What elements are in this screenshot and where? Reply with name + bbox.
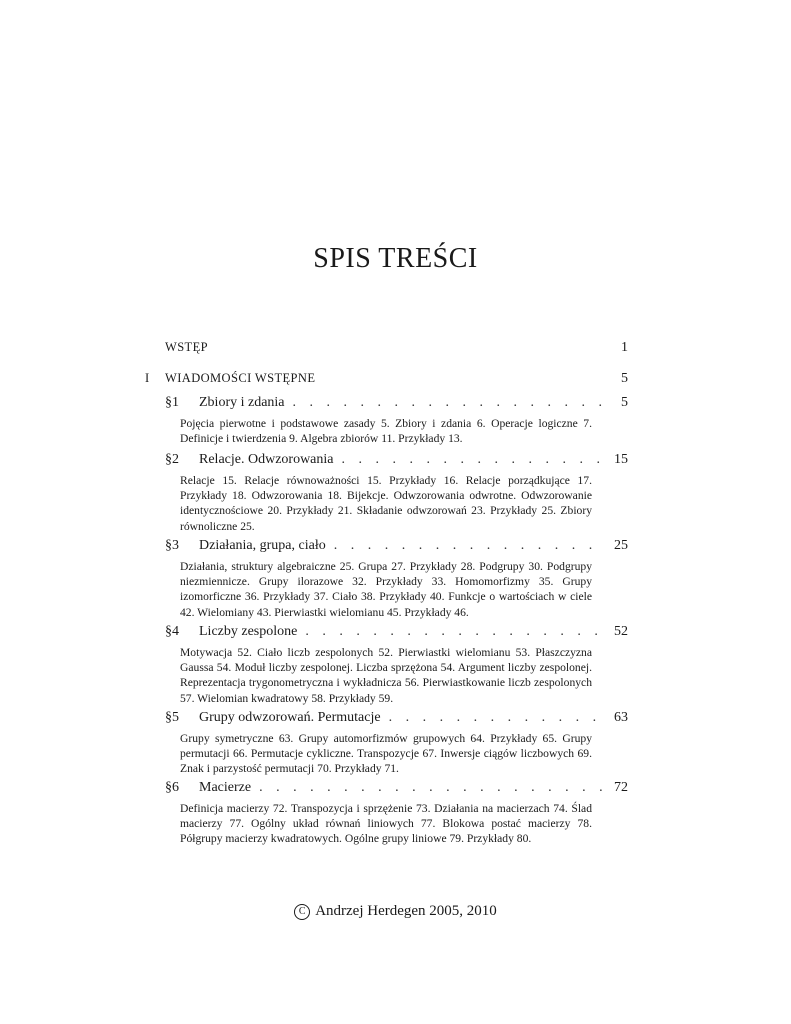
dot-leader	[259, 780, 606, 796]
section-title: Zbiory i zdania	[199, 395, 285, 410]
dot-leader	[334, 538, 606, 554]
section-title: Działania, grupa, ciało	[199, 538, 326, 553]
section-number: §1	[165, 395, 179, 410]
section-title: Liczby zespolone	[199, 624, 298, 639]
section-description: Definicja macierzy 72. Transpozycja i sprzężenie 73. Działania na macierzach 74. Ślad macierzy 77. Ogólny układ równań liniowych 77. Blokowa postać macierzy 78. Półgrupy macierzy kwadratowych. Ogólne grupy liniowe 79. Przykłady 80.	[180, 802, 592, 846]
section-description: Relacje 15. Relacje równoważności 15. Przykłady 16. Relacje porządkujące 17. Przykłady 18. Odwzorowania 18. Bijekcje. Odwzorowania odwrotne. Odwzorowanie identycznościowe 20. Przykłady 21. Składanie odwzorowań 23. Przykłady 25. Zbiory równoliczne 25.	[180, 474, 592, 533]
page-title: SPIS TREŚCI	[313, 243, 478, 274]
section-title: Macierze	[199, 780, 252, 795]
toc-page-number: 15	[614, 452, 628, 467]
toc-section-3[interactable]	[165, 538, 628, 554]
toc-page-number: 72	[614, 780, 628, 795]
section-number: §6	[165, 780, 179, 795]
toc-section-1[interactable]	[165, 395, 628, 411]
toc-page-number: 52	[614, 624, 628, 639]
dot-leader	[389, 710, 606, 726]
section-number: §2	[165, 452, 179, 467]
section-description: Działania, struktury algebraiczne 25. Grupa 27. Przykłady 28. Podgrupy 30. Podgrupy niezmiennicze. Grupy ilorazowe 32. Przykłady 33. Homomorfizmy 35. Grupy izomorficzne 36. Przykłady 37. Ciało 38. Przykłady 40. Funkcje o wartościach w ciele 42. Wielomiany 43. Pierwiastki wielomianu 45. Przykłady 46.	[180, 560, 592, 619]
section-description: Motywacja 52. Ciało liczb zespolonych 52. Pierwiastki wielomianu 53. Płaszczyzna Gaussa 54. Moduł liczby zespolonej. Liczba sprzężona 54. Argument liczby zespolonej. Reprezentacja trygonometryczna i wykładnicza 56. Pierwiastkowanie liczb zespolonych 57. Wielomian kwadratowy 58. Przykłady 59.	[180, 646, 592, 705]
toc-section-2[interactable]	[165, 452, 628, 468]
toc-page-number: 5	[621, 395, 628, 410]
section-title: Relacje. Odwzorowania	[199, 452, 334, 467]
toc-entry-label: WSTĘP	[165, 340, 208, 354]
toc-entry-part[interactable]	[145, 371, 628, 387]
copyright-icon: C	[294, 904, 310, 920]
copyright-footer	[0, 903, 791, 920]
copyright-text: Andrzej Herdegen 2005, 2010	[315, 903, 497, 919]
dot-leader	[293, 395, 606, 411]
dot-leader	[342, 452, 607, 468]
toc-section-5[interactable]	[165, 710, 628, 726]
toc-entry-label: WIADOMOŚCI WSTĘPNE	[165, 371, 316, 385]
toc-entry-intro[interactable]	[165, 340, 628, 356]
section-description: Pojęcia pierwotne i podstawowe zasady 5. Zbiory i zdania 6. Operacje logiczne 7. Definicje i twierdzenia 9. Algebra zbiorów 11. Przykłady 13.	[180, 417, 592, 446]
toc-page-number: 1	[621, 340, 628, 355]
toc-section-4[interactable]	[165, 624, 628, 640]
section-number: §4	[165, 624, 179, 639]
section-description: Grupy symetryczne 63. Grupy automorfizmów grupowych 64. Przykłady 65. Grupy permutacji 66. Permutacje cykliczne. Transpozycje 67. Inwersje ciągów liczbowych 69. Znak i parzystość permutacji 70. Przykłady 71.	[180, 732, 592, 776]
toc-section-6[interactable]	[165, 780, 628, 796]
toc-page-number: 63	[614, 710, 628, 725]
section-title: Grupy odwzorowań. Permutacje	[199, 710, 381, 725]
section-number: §3	[165, 538, 179, 553]
part-number: I	[145, 371, 150, 385]
toc-page-number: 25	[614, 538, 628, 553]
section-number: §5	[165, 710, 179, 725]
dot-leader	[305, 624, 606, 640]
toc-page-number: 5	[621, 371, 628, 386]
